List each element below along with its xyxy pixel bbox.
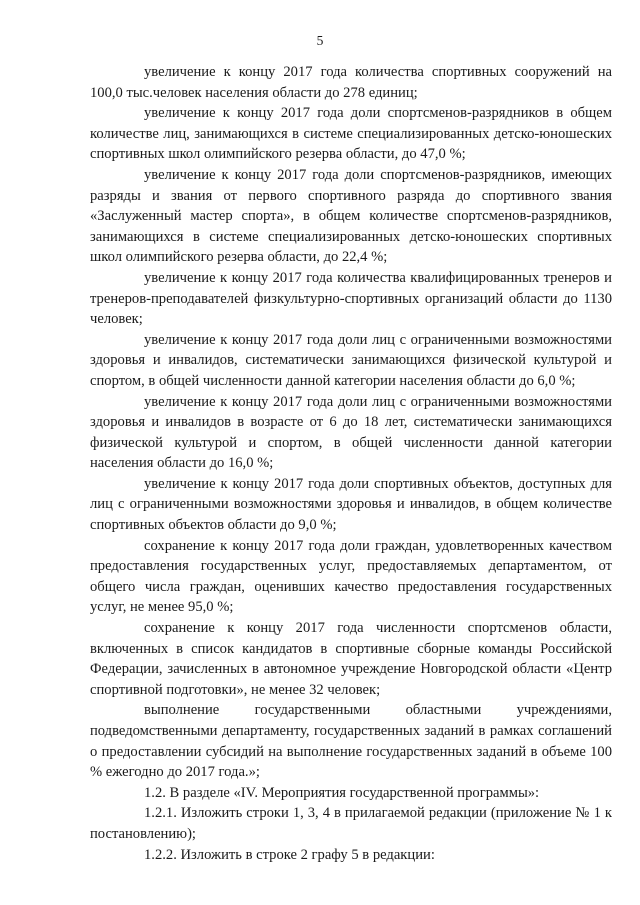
paragraph-ranked-athletes-titles-share: увеличение к концу 2017 года доли спортсменов-разрядников, имеющих разряды и звания от первого спортивного разряда до спортивного звания «Заслуженный мастер спорта», в общем количестве спортсменов-разрядников, занимающихся в системе специализированных детско-юношеских спортивных школ олимпийского резерва области, до 22,4 %; (90, 166, 612, 266)
paragraph-state-assignments: выполнение государственными областными учреждениями, подведомственными департаменту, государственных заданий в рамках соглашений о предоставлении субсидий на выполнение государственных заданий в объеме 100 % ежегодно до 2017 года.»; (90, 702, 612, 781)
paragraph-qualified-coaches: увеличение к концу 2017 года количества квалифицированных тренеров и тренеров-преподавателей физкультурно-спортивных организаций области до 1130 человек; (90, 269, 612, 328)
paragraph-ranked-athletes-share: увеличение к концу 2017 года доли спортсменов-разрядников в общем количестве лиц, занимающихся в системе специализированных детско-юношеских спортивных школ олимпийского резерва области, до 47,0 %; (90, 105, 612, 163)
paragraph-section-1-2-2: 1.2.2. Изложить в строке 2 графу 5 в редакции: (144, 846, 435, 863)
paragraph-disabled-persons-share: увеличение к концу 2017 года доли лиц с ограниченными возможностями здоровья и инвалидов, систематически занимающихся физической культурой и спортом, в общей численности данной категории населения области до 6,0 %; (90, 331, 612, 389)
document-body (90, 62, 612, 865)
paragraph-accessible-facilities-share: увеличение к концу 2017 года доли спортивных объектов, доступных для лиц с ограниченными возможностями здоровья и инвалидов, в общем количестве спортивных объектов области до 9,0 %; (90, 475, 612, 534)
paragraph-sports-facilities: увеличение к концу 2017 года количества спортивных сооружений на 100,0 тыс.человек населения области до 278 единиц; (90, 64, 612, 101)
paragraph-disabled-youth-share: увеличение к концу 2017 года доли лиц с ограниченными возможностями здоровья и инвалидов в возрасте от 6 до 18 лет, систематически занимающихся физической культурой и спортом, в общей численности данной категории населения области до 16,0 %; (90, 393, 612, 472)
paragraph-section-1-2-1: 1.2.1. Изложить строки 1, 3, 4 в прилагаемой редакции (приложение № 1 к постановлению); (90, 805, 612, 842)
page-number: 5 (316, 33, 324, 48)
paragraph-national-team-candidates: сохранение к концу 2017 года численности спортсменов области, включенных в список кандидатов в спортивные сборные команды Российской Федерации, зачисленных в автономное учреждение Новгородской области «Центр спортивной подготовки», не менее 32 человек; (90, 620, 612, 698)
paragraph-service-satisfaction: сохранение к концу 2017 года доли граждан, удовлетворенных качеством предоставления государственных услуг, предоставляемых департаментом, от общего числа граждан, оценивших качество предоставления государственных услуг, не менее 95,0 %; (90, 537, 612, 616)
paragraph-section-1-2: 1.2. В разделе «IV. Мероприятия государственной программы»: (144, 784, 540, 801)
